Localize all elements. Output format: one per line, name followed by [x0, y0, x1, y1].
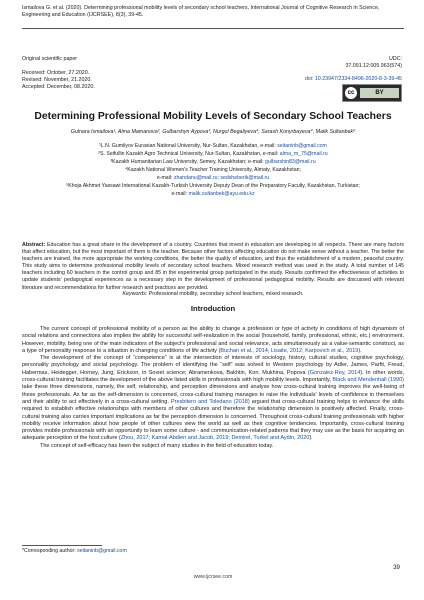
affiliation-3: ³Kazakh Humanitarian Law University, Semey, Kazakhstan; e-mail: gulbarshin83@mail.ru — [110, 159, 316, 165]
received-date: Received: October, 27.2020. — [22, 70, 90, 76]
running-header-citation: Ismailova G. et al. (2020). Determining professional mobility levels of secondary school teachers, International Journal of Cognitive Research in Science, Engineering and Education (IJCRSEE), 8(3), 39-45. — [22, 5, 380, 18]
affiliation-1: ¹L.N. Gumilyov Eurasian National University, Nur-Sultan, Kazakhstan, e-mail: seitaninb@gmail.com — [99, 143, 327, 149]
citation-link[interactable]: Buchan et al., 2014; Lisaite, 2012; Karpovich et al., 2019 — [220, 347, 359, 354]
creative-commons-icon: cc — [345, 87, 357, 99]
author-list: Gulnara Ismailova¹, Alma Mamanova², Gulbarshyn Aypova³, Nurgul Begaliyeva⁴, Sarash Konyrbayeva⁴, Malik Sultanbek⁵ — [70, 129, 356, 135]
affiliation-4: ⁴Kazakh National Women's Teacher Training University, Almaty, Kazakhstan; — [125, 167, 301, 173]
accepted-date: Accepted: December, 08.2020. — [22, 84, 95, 90]
footnote-corresponding-author: *Corresponding author: seitaninb@gmail.com — [22, 548, 127, 554]
journal-website[interactable]: www.ijcrsee.com — [193, 574, 233, 580]
keywords — [22, 291, 404, 297]
doi-link[interactable]: doi: 10.23947/2334-8496-2020-8-3-39-45 — [304, 76, 402, 82]
udc-label: UDC: — [389, 56, 402, 62]
email-link[interactable]: seitaninb@gmail.com — [77, 548, 127, 554]
paragraph-3: The concept of self-efficacy has been the subject of many studies in the field of education today. — [40, 442, 274, 449]
abstract — [22, 242, 404, 292]
body-text — [22, 326, 404, 450]
citation-link[interactable]: Gonzalez-Rey, 2014 — [309, 369, 361, 376]
abstract-label: Abstract: — [22, 242, 46, 248]
email-link[interactable]: seitaninb@gmail.com — [277, 143, 327, 149]
citation-link[interactable]: Black and Mendenhall (1990) — [332, 377, 405, 384]
paper-title: Determining Professional Mobility Levels of Secondary School Teachers — [34, 111, 392, 122]
udc-value: 37.091.12:005.963(574) — [345, 63, 402, 69]
paper-type: Original scientific paper — [22, 56, 78, 62]
citation-link[interactable]: Zhou, 2017; Kamal-Abdien and Jacob, 2019; Demirel, Turkel and Aydin, 2020 — [120, 435, 310, 442]
email-link[interactable]: zhandanu@mail.ru; sedsheberik@mail.ru — [173, 175, 270, 181]
abstract-text: Education has a great share in the development of a country. Countries that invest in education are developing in all respects. There are many factors that affect education, but the most important of them is the teacher. Because other factors affecting education do not make sense without a teacher. The better the teachers are trained, the more appropriate the working conditions, the better the quality of education, and thus the establishment of a modern, peaceful country. This study aims to determine professional mobility levels of secondary school teachers. Mixed research method was used in the study. A total number of 145 teachers including 60 teachers in the control group and 85 in the experimental group participated in the study. Results confirmed the effectiveness of activities to update students' pedagogical experiences as a necessary step in the development of professional pedagogical mobility. Results are discussed with relevant literature and recommendations for further research and practices are provided. — [22, 242, 404, 291]
affiliation-2: ²S. Seifullin Kazakh Agro Technical University, Nur-Sultan, Kazakhstan, e-mail: alma_m_75@mail.ru — [98, 151, 328, 157]
paragraph-1: The current concept of professional mobility of a person as the ability to change a profession or type of activity in conditions of high dynamism of social relations and connections also implies the ability for successful self-realization in the social (household, family, professional, ethnic, etc.) environment. However, mobility, being one of the main indicators of the subject's professional and social relevance, acts simultaneously as a value-semantic construct, as a type of personality response to a situation in changing conditions of life activity (Buchan et al., 2014; Lisaite, 2012; Karpovich et al., 2019). — [22, 326, 404, 354]
cc-by-license-badge[interactable] — [342, 84, 402, 102]
page-number: 39 — [393, 564, 400, 571]
email-link[interactable]: gulbarshin83@mail.ru — [265, 159, 316, 165]
affiliation-5: ⁵Khoja Akhmet Yassawi International Kazakh-Turkish University Deputy Dean of the Preparatory Faculty, Kazakhstan, Turkistan; — [66, 183, 360, 189]
email-link[interactable]: malik.sultanbek@ayu.edu.kz — [188, 191, 255, 197]
email-link[interactable]: alma_m_75@mail.ru — [279, 151, 328, 157]
footnote-divider — [22, 545, 102, 546]
revised-date: Revised: November, 21.2020. — [22, 77, 92, 83]
keywords-label: Keywords: — [122, 291, 148, 297]
keywords-text: Professional mobility, secondary school teachers, mixed research. — [147, 291, 304, 297]
license-by-label: BY — [360, 88, 399, 98]
citation-link[interactable]: Presbitero and Toledano (2018) — [170, 398, 250, 405]
paragraph-2: The development of the concept of “competence” is at the intersection of interests of sociology, history, cultural studies, cognitive psychology, personality psychology and social psychology. The problem of identifying the “self” was solved in Western psychology by Adler, James, Parfit, Freud, Habermas, Heidegger, Horney, Jung, Erickson, in Soviet science; Abramenkova, Bakhtin, Kon, Mukhina, Popova (Gonzalez-Rey, 2014). In other words, cross-cultural training facilitates the development of the above listed skills in professionals with high mobility levels. Importantly, Black and Mendenhall (1990) take these three dimensions, namely, the self, relationship, and perception dimensions and analyse how cross-cultural training improves the well-being of these professionals. As far as the self-dimension is concerned, cross-cultural training manages to raise the individuals' levels of confidence in themselves and their ability to act effectively in a cross-cultural setting. Presbitero and Toledano (2018) argued that cross-cultural training helps to enhance the skills required to establish effective relationships with members of other cultures and therefore the relationship dimension is positively affected. Finally, cross-cultural training also carries important implications as far the perception dimension is concerned. Throughout cross-cultural training professionals with higher mobility receive information about how people of other cultures view the world as well as their cognitive tendencies. Importantly, cross-cultural training provides mobile professionals with an opportunity to learn some culture - and communication-related patterns that they may use as the basis for acquiring an adequate perception of the host culture (Zhou, 2017; Kamal-Abdien and Jacob, 2019; Demirel, Turkel and Aydin, 2020). — [22, 355, 405, 442]
header-divider — [22, 28, 404, 29]
affiliation-5-email: e-mail: malik.sultanbek@ayu.edu.kz — [171, 191, 255, 197]
section-heading-introduction: Introduction — [190, 304, 236, 313]
affiliation-4-email: e-mail: zhandanu@mail.ru; sedsheberik@mail.ru — [156, 175, 270, 181]
